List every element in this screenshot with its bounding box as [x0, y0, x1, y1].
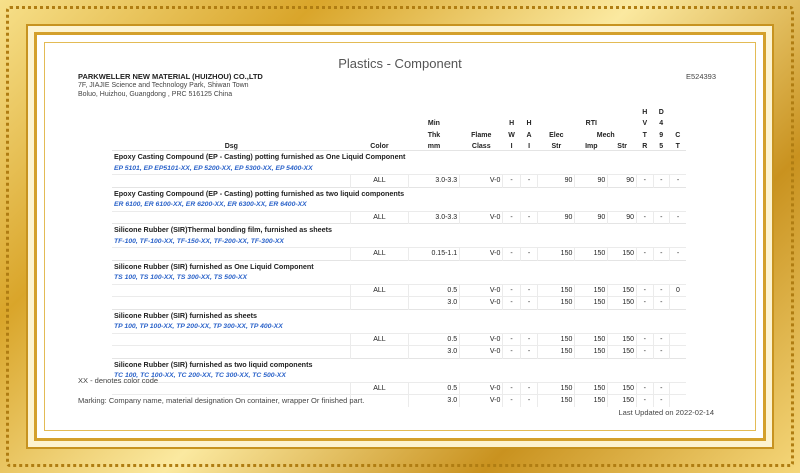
table-row — [112, 175, 686, 188]
cell-imp: 150 — [575, 382, 608, 395]
section-models: ER 6100, ER 6100-XX, ER 6200-XX, ER 6300-XX, ER 6400-XX — [114, 201, 307, 209]
section-models: TP 100, TP 100-XX, TP 200-XX, TP 300-XX, TP 400-XX — [114, 323, 283, 331]
header-spacer — [608, 104, 637, 116]
cell-color — [351, 346, 409, 359]
section-models: TS 100, TS 100-XX, TS 300-XX, TS 500-XX — [114, 274, 247, 282]
section-title-row — [112, 358, 686, 370]
address-line-2: Boluo, Huizhou, Guangdong , PRC 516125 China — [78, 91, 233, 98]
cell-thk: 3.0 — [408, 346, 459, 359]
cell-cti — [669, 395, 686, 407]
cell-imp: 150 — [575, 248, 608, 261]
header-spacer — [669, 116, 686, 128]
header-flame: Class — [471, 143, 491, 150]
cell-hwi: - — [503, 297, 520, 310]
cell-cti: 0 — [669, 284, 686, 297]
header-hwi: W — [508, 131, 515, 139]
cell-imp: 90 — [575, 175, 608, 188]
cell-elec: 90 — [538, 211, 575, 224]
table-row — [112, 248, 686, 261]
table-row — [112, 382, 686, 395]
cell-color: ALL — [351, 382, 409, 395]
company-name: PARKWELLER NEW MATERIAL (HUIZHOU) CO.,LTD — [78, 72, 263, 81]
cell-str: 90 — [608, 211, 637, 224]
section-title-row — [112, 187, 686, 199]
cell-color: ALL — [351, 333, 409, 346]
header-spacer — [351, 127, 409, 139]
header-elec: Str — [551, 143, 562, 150]
cell-str: 90 — [608, 175, 637, 188]
header-hvtr: R — [642, 143, 648, 150]
header-color: Color — [370, 143, 389, 150]
header-imp: Imp — [585, 143, 598, 150]
cell-imp: 150 — [575, 284, 608, 297]
section-title: Silicone Rubber (SIR) furnished as One Liquid Component — [112, 260, 686, 272]
header-mech: Mech — [596, 131, 615, 139]
cell-imp: 90 — [575, 211, 608, 224]
file-number: E524393 — [685, 72, 716, 81]
cell-hvtr: - — [637, 175, 653, 188]
cell-color: ALL — [351, 211, 409, 224]
cell-thk: 3.0-3.3 — [408, 211, 459, 224]
cell-elec: 150 — [538, 382, 575, 395]
cell-spacer — [112, 297, 351, 310]
header-hwi: H — [509, 120, 515, 127]
table-row — [112, 346, 686, 359]
cell-hai: - — [520, 211, 537, 224]
header-flame: Flame — [471, 131, 492, 139]
header-hvtr: T — [642, 131, 647, 139]
cell-hai: - — [520, 175, 537, 188]
section-title: Silicone Rubber (SIR) furnished as two liquid components — [112, 358, 686, 370]
section-title-row — [112, 224, 686, 236]
cell-hwi: - — [503, 382, 520, 395]
table-row — [112, 284, 686, 297]
section-title-row — [112, 260, 686, 272]
cell-str: 150 — [608, 248, 637, 261]
cell-cti — [669, 297, 686, 310]
header-hai: I — [528, 143, 531, 150]
page-title: Plastics - Component — [338, 56, 462, 71]
cell-elec: 150 — [538, 346, 575, 359]
header-spacer — [351, 104, 409, 116]
cell-imp: 150 — [575, 333, 608, 346]
header-spacer — [351, 116, 409, 128]
header-spacer — [460, 116, 503, 128]
cell-d495: - — [653, 284, 669, 297]
cell-color: ALL — [351, 248, 409, 261]
cell-thk: 0.5 — [408, 382, 459, 395]
cell-cti: - — [669, 248, 686, 261]
cell-flame: V-0 — [460, 175, 503, 188]
header-hvtr: V — [642, 120, 648, 127]
cell-str: 150 — [608, 382, 637, 395]
cell-flame: V-0 — [460, 333, 503, 346]
section-title-row — [112, 151, 686, 163]
cell-hai: - — [520, 248, 537, 261]
header-d495: 4 — [659, 120, 664, 127]
cell-hvtr: - — [637, 211, 653, 224]
section-models-row — [112, 163, 686, 175]
cell-spacer — [112, 346, 351, 359]
header-row — [112, 104, 686, 116]
cell-hwi: - — [503, 333, 520, 346]
section-title: Epoxy Casting Compound (EP - Casting) potting furnished as two liquid components — [112, 187, 686, 199]
header-spacer — [112, 116, 351, 128]
section-models-row — [112, 272, 686, 284]
section-title-row — [112, 309, 686, 321]
header-hwi: I — [510, 143, 513, 150]
cell-thk: 3.0-3.3 — [408, 175, 459, 188]
cell-hwi: - — [503, 248, 520, 261]
header-min-thk: Thk — [427, 131, 441, 139]
cell-cti: - — [669, 175, 686, 188]
cell-elec: 150 — [538, 297, 575, 310]
cell-d495: - — [653, 346, 669, 359]
cell-hvtr: - — [637, 382, 653, 395]
header-hai: A — [526, 131, 532, 139]
cell-flame: V-0 — [460, 284, 503, 297]
section-title: Epoxy Casting Compound (EP - Casting) potting furnished as One Liquid Component — [112, 151, 686, 163]
section-models-row — [112, 370, 686, 382]
section-models-row — [112, 321, 686, 333]
cell-hvtr: - — [637, 395, 653, 407]
header-str: Str — [617, 143, 628, 150]
cell-spacer — [112, 211, 351, 224]
cell-thk: 3.0 — [408, 297, 459, 310]
header-min-thk: mm — [427, 143, 441, 150]
header-d495: 9 — [659, 131, 664, 139]
cell-hvtr: - — [637, 346, 653, 359]
cell-str: 150 — [608, 284, 637, 297]
cell-hai: - — [520, 382, 537, 395]
cell-hai: - — [520, 297, 537, 310]
section-models: EP 5101, EP EP5101-XX, EP 5200-XX, EP 5300-XX, EP 5400-XX — [114, 164, 313, 172]
section-models: TC 100, TC 100-XX, TC 200-XX, TC 300-XX, TC 500-XX — [114, 372, 286, 380]
cell-str: 150 — [608, 346, 637, 359]
header-row — [112, 116, 686, 128]
section-title: Silicone Rubber (SIR) furnished as sheets — [112, 309, 686, 321]
cell-spacer — [112, 248, 351, 261]
cell-flame: V-0 — [460, 382, 503, 395]
section-models: TF-100, TF-100-XX, TF-150-XX, TF-200-XX, TF-300-XX — [114, 237, 284, 245]
header-spacer — [520, 104, 537, 116]
cell-flame: V-0 — [460, 297, 503, 310]
cell-hwi: - — [503, 395, 520, 407]
cell-hwi: - — [503, 346, 520, 359]
cell-imp: 150 — [575, 395, 608, 407]
section-title: Silicone Rubber (SIR)Thermal bonding film, furnished as sheets — [112, 224, 686, 236]
header-spacer — [112, 104, 351, 116]
cell-thk: 0.5 — [408, 333, 459, 346]
cell-spacer — [112, 284, 351, 297]
footnote: XX - denotes color code — [78, 376, 159, 385]
cell-cti — [669, 346, 686, 359]
cell-elec: 150 — [538, 333, 575, 346]
cell-color: ALL — [351, 175, 409, 188]
header-row — [112, 127, 686, 139]
header-hvtr: H — [642, 108, 648, 116]
cell-hvtr: - — [637, 333, 653, 346]
cell-cti — [669, 382, 686, 395]
cell-flame: V-0 — [460, 395, 503, 407]
cell-d495: - — [653, 297, 669, 310]
cell-d495: - — [653, 248, 669, 261]
marking-note: Marking: Company name, material designation On container, wrapper Or finished part. — [78, 396, 365, 405]
header-spacer — [575, 104, 608, 116]
cell-str: 150 — [608, 395, 637, 407]
cell-spacer — [112, 175, 351, 188]
cell-hvtr: - — [637, 297, 653, 310]
cell-hvtr: - — [637, 248, 653, 261]
header-spacer — [460, 104, 503, 116]
header-spacer — [112, 127, 351, 139]
header-spacer — [608, 116, 637, 128]
section-models-row — [112, 236, 686, 248]
header-spacer — [538, 116, 575, 128]
cell-flame: V-0 — [460, 211, 503, 224]
cell-elec: 150 — [538, 248, 575, 261]
table-row — [112, 333, 686, 346]
section-models-row — [112, 199, 686, 211]
cell-d495: - — [653, 382, 669, 395]
cell-elec: 150 — [538, 284, 575, 297]
cell-str: 150 — [608, 333, 637, 346]
header-spacer — [669, 104, 686, 116]
header-elec: Elec — [549, 131, 564, 139]
cell-d495: - — [653, 211, 669, 224]
cell-hwi: - — [503, 175, 520, 188]
last-updated: Last Updated on 2022-02-14 — [618, 408, 714, 417]
table-row — [112, 211, 686, 224]
cell-hai: - — [520, 395, 537, 407]
cell-imp: 150 — [575, 297, 608, 310]
certificate-content — [78, 56, 722, 418]
header-rti: RTI — [585, 120, 597, 127]
cell-d495: - — [653, 333, 669, 346]
cell-thk: 3.0 — [408, 395, 459, 407]
header-d495: D — [658, 108, 664, 116]
cell-flame: V-0 — [460, 346, 503, 359]
header-cti: C — [675, 131, 681, 139]
cell-str: 150 — [608, 297, 637, 310]
cell-thk: 0.5 — [408, 284, 459, 297]
cell-cti: - — [669, 211, 686, 224]
component-table — [112, 104, 686, 407]
cell-color — [351, 297, 409, 310]
header-hai: H — [526, 120, 532, 127]
cell-imp: 150 — [575, 346, 608, 359]
cell-hvtr: - — [637, 284, 653, 297]
cell-hwi: - — [503, 211, 520, 224]
cell-hai: - — [520, 284, 537, 297]
cell-d495: - — [653, 395, 669, 407]
address-line-1: 7F, JIAJIE Science and Technology Park, Shiwan Town — [78, 82, 249, 89]
table-row — [112, 297, 686, 310]
header-d495: 5 — [659, 143, 664, 150]
header-spacer — [538, 104, 575, 116]
cell-elec: 150 — [538, 395, 575, 407]
header-spacer — [408, 104, 459, 116]
cell-spacer — [112, 333, 351, 346]
cell-hai: - — [520, 333, 537, 346]
cell-elec: 90 — [538, 175, 575, 188]
header-min-thk: Min — [427, 120, 440, 127]
header-dsg: Dsg — [224, 143, 238, 150]
cell-hwi: - — [503, 284, 520, 297]
cell-flame: V-0 — [460, 248, 503, 261]
header-row — [112, 139, 686, 151]
cell-cti — [669, 333, 686, 346]
cell-color: ALL — [351, 284, 409, 297]
header-spacer — [503, 104, 520, 116]
cell-hai: - — [520, 346, 537, 359]
cell-d495: - — [653, 175, 669, 188]
cell-thk: 0.15-1.1 — [408, 248, 459, 261]
header-cti: T — [675, 143, 680, 150]
